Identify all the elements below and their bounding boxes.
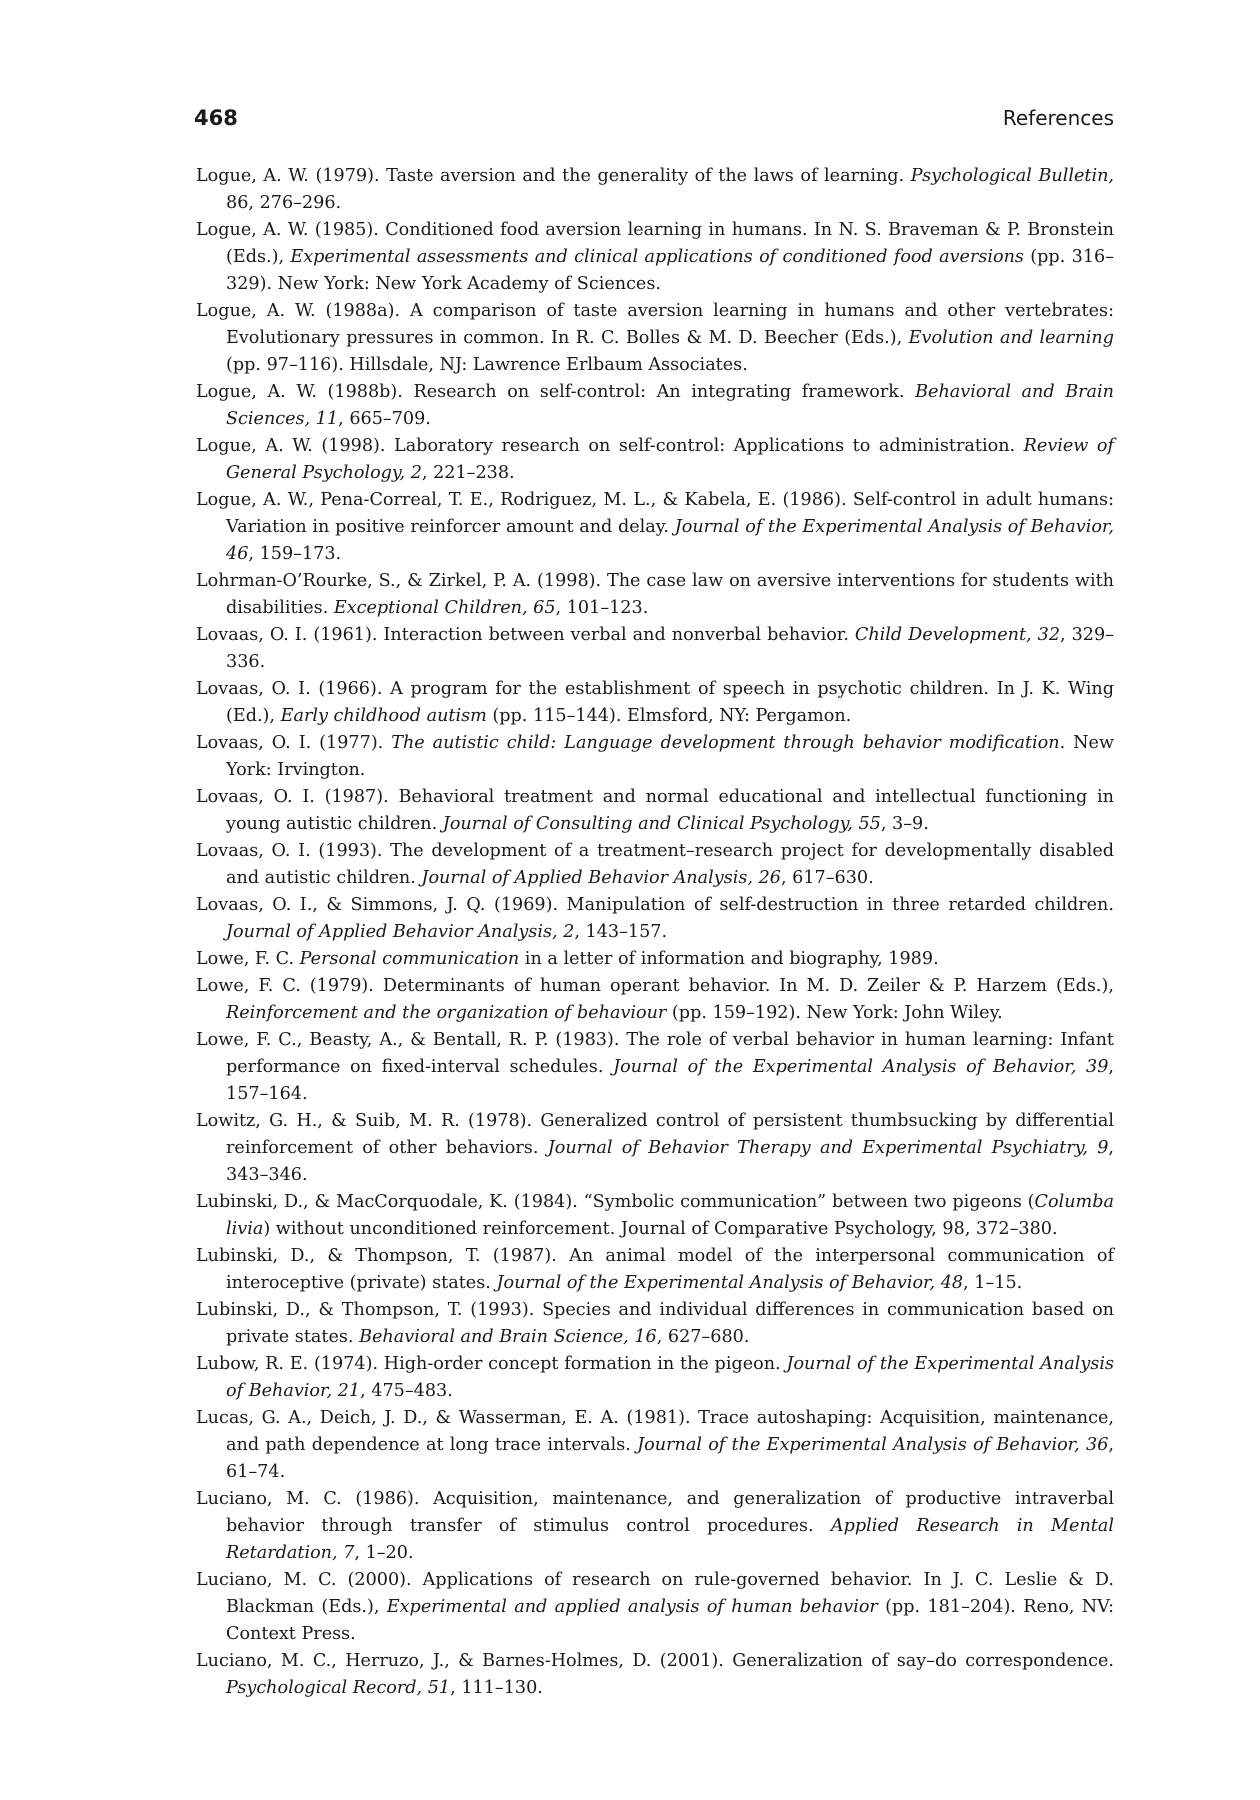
running-head: References — [1002, 106, 1114, 130]
reference-entry: Luciano, M. C. (1986). Acquisition, maintenance, and generalization of productive intraverbal behavior through transfer of stimulus control procedures. Applied Research in Mental Retardation, 7, 1–20. — [196, 1489, 1114, 1563]
reference-entry: Logue, A. W. (1988a). A comparison of taste aversion learning in humans and other vertebrates: Evolutionary pressures in common. In R. C. Bolles & M. D. Beecher (Eds.), Evolution and learning (pp. 97–116). Hillsdale, NJ: Lawrence Erlbaum Associates. — [196, 301, 1115, 375]
reference-entry: Lowitz, G. H., & Suib, M. R. (1978). Generalized control of persistent thumbsucking by differential reinforcement of other behaviors. Journal of Behavior Therapy and Experimental Psychiatry, 9, 343–346. — [196, 1111, 1114, 1185]
reference-entry: Luciano, M. C., Herruzo, J., & Barnes-Holmes, D. (2001). Generalization of say–do correspondence. Psychological Record, 51, 111–130. — [196, 1651, 1114, 1698]
reference-entry: Lovaas, O. I. (1987). Behavioral treatment and normal educational and intellectual functioning in young autistic children. Journal of Consulting and Clinical Psychology, 55, 3–9. — [196, 787, 1114, 834]
reference-entry: Lubinski, D., & Thompson, T. (1987). An animal model of the interpersonal communication of interoceptive (private) states. Journal of the Experimental Analysis of Behavior, 48, 1–15. — [196, 1246, 1114, 1293]
page-number: 468 — [194, 106, 238, 130]
reference-entry: Logue, A. W. (1998). Laboratory research on self-control: Applications to administration. Review of General Psychology, 2, 221–238. — [196, 436, 1114, 483]
reference-entry: Lovaas, O. I. (1961). Interaction between verbal and nonverbal behavior. Child Development, 32, 329–336. — [196, 625, 1114, 672]
page-header — [194, 106, 1114, 138]
reference-entry: Lubinski, D., & Thompson, T. (1993). Species and individual differences in communication based on private states. Behavioral and Brain Science, 16, 627–680. — [196, 1300, 1114, 1347]
reference-entry: Logue, A. W. (1985). Conditioned food aversion learning in humans. In N. S. Braveman & P. Bronstein (Eds.), Experimental assessments and clinical applications of conditioned food aversions (pp. 316–329). New York: New York Academy of Sciences. — [196, 220, 1114, 294]
reference-entry: Lovaas, O. I. (1993). The development of a treatment–research project for developmentally disabled and autistic children. Journal of Applied Behavior Analysis, 26, 617–630. — [196, 841, 1114, 888]
reference-entry: Lowe, F. C., Beasty, A., & Bentall, R. P. (1983). The role of verbal behavior in human learning: Infant performance on fixed-interval schedules. Journal of the Experimental Analysis of Behavior, 39, 157–164. — [196, 1030, 1114, 1104]
reference-entry: Logue, A. W. (1988b). Research on self-control: An integrating framework. Behavioral and Brain Sciences, 11, 665–709. — [196, 382, 1115, 429]
reference-entry: Lowe, F. C. Personal communication in a letter of information and biography, 1989. — [196, 949, 939, 969]
reference-entry: Lovaas, O. I., & Simmons, J. Q. (1969). Manipulation of self-destruction in three retarded children. Journal of Applied Behavior Analysis, 2, 143–157. — [196, 895, 1114, 942]
reference-entry: Lubow, R. E. (1974). High-order concept formation in the pigeon. Journal of the Experimental Analysis of Behavior, 21, 475–483. — [196, 1354, 1114, 1401]
reference-entry: Lubinski, D., & MacCorquodale, K. (1984). “Symbolic communication” between two pigeons (Columba livia) without unconditioned reinforcement. Journal of Comparative Psychology, 98, 372–380. — [196, 1192, 1114, 1239]
reference-entry: Luciano, M. C. (2000). Applications of research on rule-governed behavior. In J. C. Leslie & D. Blackman (Eds.), Experimental and applied analysis of human behavior (pp. 181–204). Reno, NV: Context Press. — [196, 1570, 1115, 1644]
reference-entry: Logue, A. W., Pena-Correal, T. E., Rodriguez, M. L., & Kabela, E. (1986). Self-control in adult humans: Variation in positive reinforcer amount and delay. Journal of the Experimental Analysis of Behavior, 46, 159–173. — [196, 490, 1114, 564]
reference-entry: Lovaas, O. I. (1966). A program for the establishment of speech in psychotic children. In J. K. Wing (Ed.), Early childhood autism (pp. 115–144). Elmsford, NY: Pergamon. — [196, 679, 1114, 726]
reference-entry: Lohrman-O’Rourke, S., & Zirkel, P. A. (1998). The case law on aversive interventions for students with disabilities. Exceptional Children, 65, 101–123. — [196, 571, 1114, 618]
reference-list — [196, 163, 1114, 1702]
reference-entry: Lovaas, O. I. (1977). The autistic child: Language development through behavior modification. New York: Irvington. — [196, 733, 1114, 780]
reference-entry: Lucas, G. A., Deich, J. D., & Wasserman, E. A. (1981). Trace autoshaping: Acquisition, maintenance, and path dependence at long trace intervals. Journal of the Experimental Analysis of Behavior, 36, 61–74. — [196, 1408, 1114, 1482]
reference-entry: Lowe, F. C. (1979). Determinants of human operant behavior. In M. D. Zeiler & P. Harzem (Eds.), Reinforcement and the organization of behaviour (pp. 159–192). New York: John Wiley. — [196, 976, 1114, 1023]
reference-entry: Logue, A. W. (1979). Taste aversion and the generality of the laws of learning. Psychological Bulletin, 86, 276–296. — [196, 166, 1114, 213]
